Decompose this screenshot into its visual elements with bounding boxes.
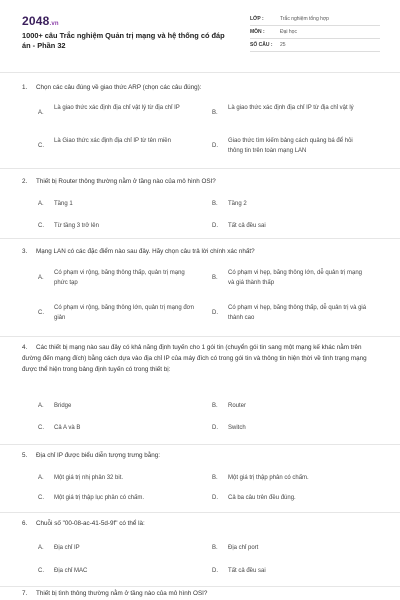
option-letter: B. [212, 201, 218, 207]
question-body: Thiết bị tình thông thường nằm ở tầng nào của mô hình OSI? [36, 590, 208, 597]
question-text [22, 176, 382, 187]
option-text: Có phạm vi hẹp, băng thông lớn, dễ quản trị mạng và giá thành thấp [228, 270, 363, 286]
option-text: Cả ba câu trên đều đúng. [228, 495, 296, 501]
option-text: Switch [228, 425, 246, 431]
question-text [22, 588, 382, 599]
option-text: Địa chỉ IP [54, 545, 80, 551]
option-letter: C. [38, 568, 44, 574]
option-letter: D. [212, 568, 218, 574]
option-letter: D. [212, 142, 218, 149]
question-number: 5. [22, 452, 28, 459]
option-letter: A. [38, 545, 44, 551]
question-body: Chuỗi số "00-08-ac-41-5d-9f" có thể là: [36, 520, 145, 527]
meta-value: 25 [280, 42, 286, 48]
option-letter: B. [212, 475, 218, 481]
question-number: 6. [22, 520, 28, 527]
option-letter: D. [212, 223, 218, 229]
option-letter: A. [38, 201, 44, 207]
question-number: 4. [22, 344, 28, 351]
question-text [22, 342, 382, 375]
option-letter: B. [212, 274, 218, 281]
divider [0, 238, 400, 239]
option-letter: C. [38, 495, 44, 501]
logo-text: 2048 [22, 14, 50, 28]
meta-row-subject [250, 26, 380, 39]
option-letter: B. [212, 403, 218, 409]
meta-label: MÔN : [250, 29, 265, 35]
site-logo[interactable] [22, 14, 59, 28]
question-body: Chọn các câu đúng về giao thức ARP (chọn các câu đúng): [36, 84, 202, 91]
option-text: Bridge [54, 403, 72, 409]
divider [0, 444, 400, 445]
question-body: Các thiết bị mạng nào sau đây có khả năng định tuyến cho 1 gói tin (chuyển gói tin sang một mạng kế khác nằm trên đường đến mạng đích) bằng cách dựa vào địa chỉ IP của máy đích có trong gói tin và thông tin hiện thời về tình trạng mạng được thể hiện trong bảng định tuyến có trong thiết bị: [22, 344, 367, 373]
logo-domain: .vn [49, 21, 59, 27]
option-letter: A. [38, 403, 44, 409]
question-text [22, 450, 382, 461]
option-letter: B. [212, 545, 218, 551]
option-text: Là Giao thức xác định địa chỉ IP từ tên miền [54, 138, 171, 144]
divider [0, 168, 400, 169]
option-text: Tất cả đều sai [228, 568, 266, 574]
question-number: 1. [22, 84, 28, 91]
meta-value: Trắc nghiệm tổng hợp [280, 16, 329, 22]
divider [0, 512, 400, 513]
option-letter: D. [212, 425, 218, 431]
option-text: Có phạm vi rộng, băng thông thấp, quản trị mạng phức tạp [54, 270, 185, 286]
option-letter: A. [38, 475, 44, 481]
option-text: Cả A và B [54, 425, 81, 431]
question-number: 3. [22, 248, 28, 255]
option-text: Là giao thức xác định địa chỉ IP từ địa chỉ vật lý [228, 105, 354, 111]
question-body: Địa chỉ IP được biểu diễn tượng trưng bằng: [36, 452, 161, 459]
option-letter: C. [38, 425, 44, 431]
option-text: Tầng 2 [228, 201, 247, 207]
option-text: Có phạm vi rộng, băng thông lớn, quản trị mạng đơn giản [54, 305, 194, 321]
option-letter: B. [212, 109, 218, 116]
question-number: 7. [22, 590, 28, 597]
question-text [22, 518, 382, 529]
option-text: Từ tầng 3 trở lên [54, 223, 99, 229]
option-letter: C. [38, 142, 44, 149]
meta-label: LỚP : [250, 16, 264, 22]
option-text: Là giao thức xác định địa chỉ vật lý từ địa chỉ IP [54, 105, 180, 111]
option-letter: A. [38, 274, 44, 281]
divider [0, 336, 400, 337]
option-text: Tất cả đều sai [228, 223, 266, 229]
option-text: Một giá trị thập phân có chấm. [228, 475, 309, 481]
option-letter: D. [212, 495, 218, 501]
option-text: Giao thức tìm kiếm bảng cách quảng bá để hỏi thông tin trên toàn mạng LAN [228, 138, 353, 154]
meta-row-count [250, 39, 380, 52]
divider [0, 72, 400, 73]
option-text: Một giá trị thập lục phân có chấm. [54, 495, 145, 501]
option-text: Tầng 1 [54, 201, 73, 207]
question-text [22, 246, 382, 257]
question-body: Mạng LAN có các đặc điểm nào sau đây. Hãy chọn câu trả lời chính xác nhất? [36, 248, 255, 255]
option-text: Có phạm vi hẹp, băng thông thấp, dễ quản trị và giá thành cao [228, 305, 367, 321]
document-header [0, 0, 400, 62]
option-letter: A. [38, 109, 44, 116]
divider [0, 586, 400, 587]
question-number: 2. [22, 178, 28, 185]
option-text: Địa chỉ MAC [54, 568, 88, 574]
option-letter: C. [38, 309, 44, 316]
option-text: Một giá trị nhị phân 32 bit. [54, 475, 124, 481]
meta-row-class [250, 13, 380, 26]
document-title: 1000+ câu Trắc nghiệm Quản trị mạng và hệ thống có đáp án - Phần 32 [22, 31, 225, 50]
option-letter: D. [212, 309, 218, 316]
option-letter: C. [38, 223, 44, 229]
option-text: Địa chỉ port [228, 545, 259, 551]
question-body: Thiết bị Router thông thường nằm ở tầng nào của mô hình OSI? [36, 178, 216, 185]
document-meta [250, 13, 380, 52]
option-text: Router [228, 403, 247, 409]
meta-value: Đại học [280, 29, 297, 35]
meta-label: SỐ CÂU : [250, 42, 273, 48]
question-text [22, 82, 382, 93]
